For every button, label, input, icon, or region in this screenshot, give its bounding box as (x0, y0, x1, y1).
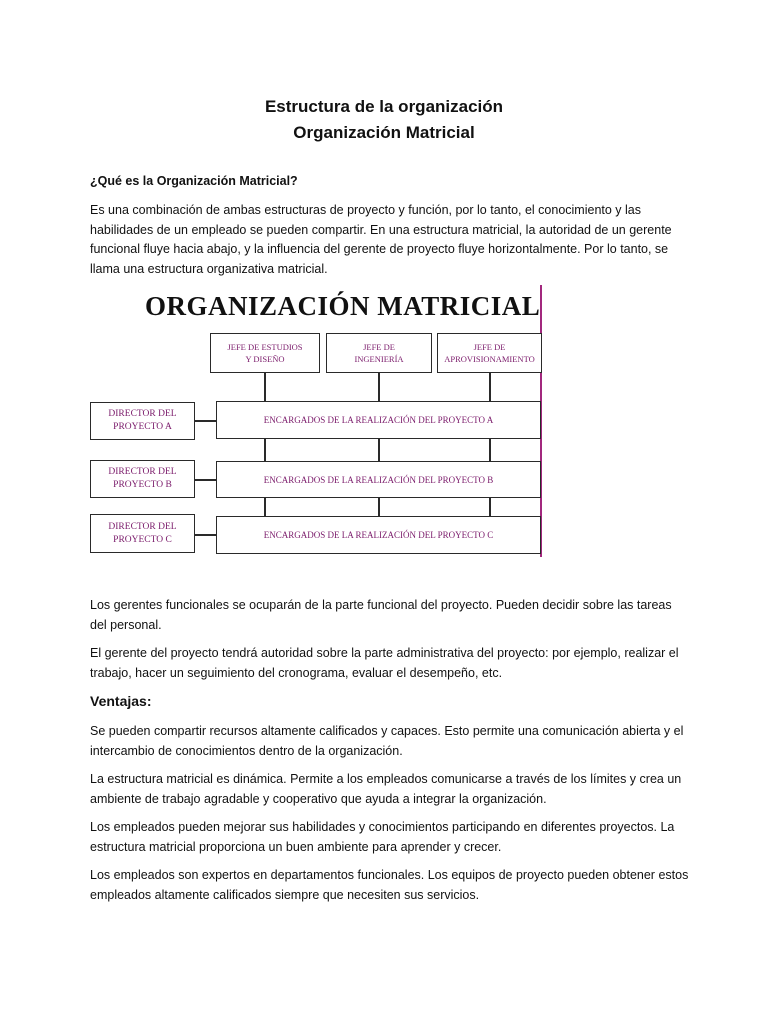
team-box-a: ENCARGADOS DE LA REALIZACIÓN DEL PROYECTO A (216, 401, 541, 439)
connector-line (378, 439, 380, 461)
connector-line (378, 498, 380, 516)
connector-line (195, 479, 216, 481)
connector-line (378, 373, 380, 401)
title-line-1: Estructura de la organización (264, 97, 504, 116)
ventaja-paragraph: La estructura matricial es dinámica. Permite a los empleados comunicarse a través de los límites y crea un ambiente de trabajo agradable y cooperativo que ayuda a integrar la organización. (90, 772, 682, 806)
director-box-a (90, 402, 195, 440)
head-box-aprovisionamiento (437, 333, 542, 373)
intro-paragraph: Es una combinación de ambas estructuras de proyecto y función, por lo tanto, el conocimiento y las habilidades de un empleado se pueden compartir. En una estructura matricial, la autoridad de un gerente funcional fluye hacia abajo, y la influencia del gerente de proyecto fluye horizontalmente. Por lo tanto, se llama una estructura organizativa matricial. (90, 203, 672, 276)
document-title (0, 94, 768, 146)
team-box-c: ENCARGADOS DE LA REALIZACIÓN DEL PROYECTO C (216, 516, 541, 554)
matrix-org-diagram (85, 283, 555, 563)
connector-line (489, 498, 491, 516)
head-label: JEFE DE (363, 342, 395, 352)
ventaja-paragraph: Los empleados pueden mejorar sus habilidades y conocimientos participando en diferentes proyectos. La estructura matricial proporciona un buen ambiente para aprender y crecer. (90, 820, 675, 854)
director-label: PROYECTO C (113, 534, 172, 545)
connector-line (489, 439, 491, 461)
head-label: JEFE DE ESTUDIOS (227, 342, 303, 352)
head-label: JEFE DE (473, 342, 506, 352)
director-label: DIRECTOR DEL (108, 409, 177, 419)
connector-line (264, 498, 266, 516)
head-label: Y DISEÑO (245, 354, 285, 364)
connector-line (195, 420, 216, 422)
director-label: PROYECTO B (113, 480, 172, 490)
diagram-title: ORGANIZACIÓN MATRICIAL (145, 291, 541, 321)
director-box-b (90, 460, 195, 498)
title-line-2: Organización Matricial (293, 123, 475, 142)
connector-line (264, 439, 266, 461)
ventaja-paragraph: Se pueden compartir recursos altamente calificados y capaces. Esto permite una comunicación abierta y el intercambio de conocimientos dentro de la organización. (90, 724, 684, 758)
question-heading: ¿Qué es la Organización Matricial? (90, 174, 298, 188)
head-label: INGENIERÍA (354, 354, 404, 364)
ventaja-paragraph: Los empleados son expertos en departamentos funcionales. Los equipos de proyecto pueden obtener estos empleados altamente calificados siempre que necesiten sus servicios. (90, 868, 689, 902)
paragraph: Los gerentes funcionales se ocuparán de la parte funcional del proyecto. Pueden decidir sobre las tareas del personal. (90, 598, 672, 632)
head-box-ingenieria (326, 333, 432, 373)
head-label: APROVISIONAMIENTO (444, 354, 535, 364)
director-label: DIRECTOR DEL (108, 467, 177, 477)
connector-line (195, 534, 216, 536)
ventajas-heading: Ventajas: (90, 693, 152, 709)
team-box-b: ENCARGADOS DE LA REALIZACIÓN DEL PROYECTO B (216, 461, 541, 498)
head-box-estudios (210, 333, 320, 373)
paragraph: El gerente del proyecto tendrá autoridad sobre la parte administrativa del proyecto: por ejemplo, realizar el trabajo, hacer un seguimiento del cronograma, evaluar el desempeño, etc. (90, 646, 679, 680)
director-label: PROYECTO A (113, 422, 172, 432)
connector-line (264, 373, 266, 401)
director-label: DIRECTOR DEL (108, 521, 177, 532)
director-box-c (90, 514, 195, 553)
connector-line (489, 373, 491, 401)
